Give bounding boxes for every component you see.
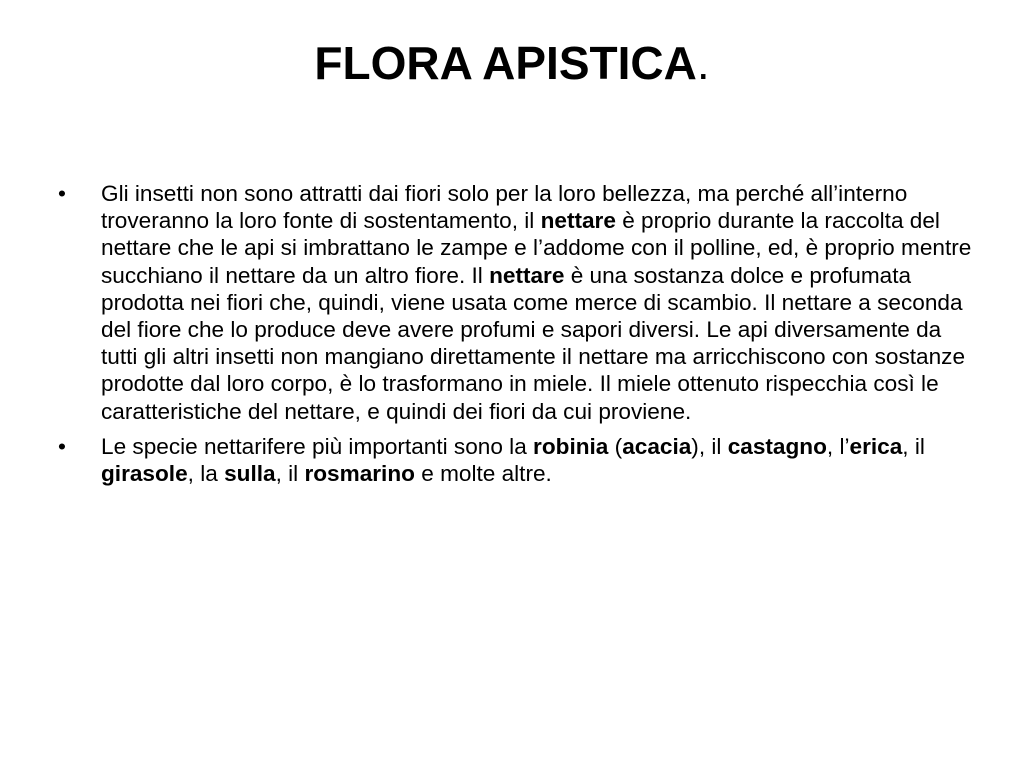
bullet-list — [58, 180, 978, 495]
bullet-text — [101, 181, 971, 424]
text-run: è una sostanza dolce e profumata prodotta nei fiori che, quindi, viene usata come merce di scambio. Il nettare a seconda del fiore che lo produce deve avere profumi e sapori diversi. Le api diversamente da tutti gli altri insetti non mangiano direttamente il nettare ma arricchiscono con sostanze prodotte dal loro corpo, è lo trasformano in miele. Il miele ottenuto rispecchia così le caratteristiche del nettare, e quindi dei fiori da cui proviene. — [101, 262, 966, 424]
slide-title-period: . — [696, 37, 710, 89]
bullet-marker: • — [58, 433, 66, 459]
slide-title — [0, 30, 1024, 96]
text-run: , la — [187, 461, 225, 487]
text-run: ), il — [691, 433, 728, 459]
text-run: e molte altre. — [414, 461, 552, 487]
text-run: , il — [275, 461, 305, 487]
text-run-bold: nettare — [540, 208, 616, 234]
text-run-bold: rosmarino — [304, 461, 415, 487]
text-run: , il — [902, 433, 925, 459]
bullet-text — [101, 434, 925, 486]
slide-title-text: FLORA APISTICA — [314, 37, 697, 89]
text-run-bold: nettare — [489, 262, 565, 288]
text-run: Gli insetti non sono attratti dai fiori solo per la loro bellezza, ma perché all’interno troveranno la loro fonte di sostentamento, il — [101, 181, 908, 234]
text-run: Le specie nettarifere più importanti sono la — [101, 433, 534, 459]
text-run-bold: castagno — [727, 433, 827, 459]
text-run-bold: sulla — [224, 461, 276, 487]
text-run: ( — [608, 433, 623, 459]
text-run-bold: girasole — [101, 461, 188, 487]
text-run-bold: erica — [849, 433, 903, 459]
bullet-item-specie — [58, 433, 978, 487]
text-run: , l’ — [826, 433, 850, 459]
bullet-item-nettare — [58, 180, 978, 425]
bullet-marker: • — [58, 181, 66, 206]
text-run: è proprio durante la raccolta del nettare che le api si imbrattano le zampe e l’addome con il polline, ed, è proprio mentre succhiano il nettare da un altro fiore. Il — [101, 208, 972, 288]
text-run-bold: robinia — [533, 433, 609, 459]
text-run-bold: acacia — [622, 433, 692, 459]
